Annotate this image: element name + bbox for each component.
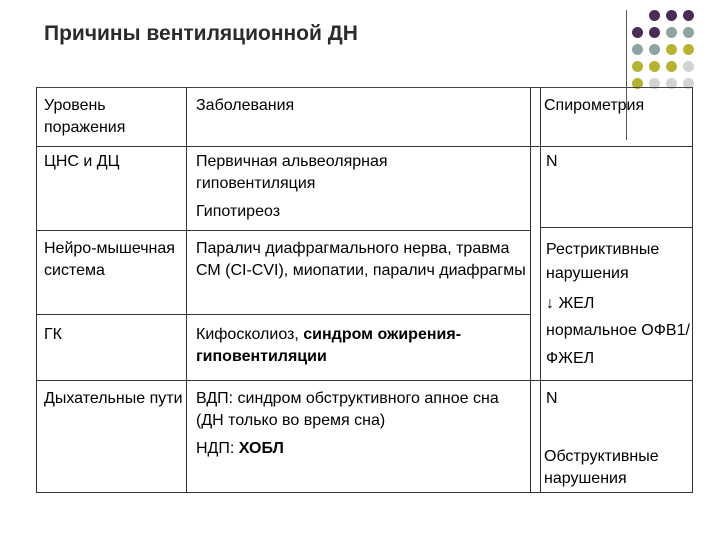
- row4-disease-2-bold: ХОБЛ: [238, 440, 284, 457]
- decorative-dot: [649, 61, 660, 72]
- row1-diseases: [196, 151, 526, 223]
- decorative-dot: [649, 27, 660, 38]
- row4-level: Дыхательные пути: [44, 390, 183, 407]
- row4-disease-2-prefix: НДП:: [196, 440, 239, 457]
- header-spirometry: Спирометрия: [544, 97, 645, 114]
- row4-spirometry: N: [546, 390, 558, 407]
- restrictive-zhel: ↓ ЖЕЛ: [546, 295, 595, 312]
- row2-diseases: Паралич диафрагмального нерва, травма СМ (CI-CVI), миопатии, паралич диафрагмы: [196, 240, 526, 279]
- header-level: Уровень поражения: [44, 97, 126, 136]
- table-right-border: [692, 87, 693, 493]
- row-divider-4: [36, 380, 693, 381]
- row3-level: ГК: [44, 326, 62, 343]
- row3-disease-bold: синдром ожирения-гиповентиляции: [196, 326, 462, 365]
- decorative-dot: [683, 44, 694, 55]
- row-divider-3: [36, 314, 530, 315]
- row1-level: ЦНС и ДЦ: [44, 153, 120, 170]
- decorative-dot: [683, 61, 694, 72]
- header-diseases: Заболевания: [196, 97, 295, 114]
- title-underline: [36, 87, 692, 88]
- row-divider-1: [36, 146, 693, 147]
- restrictive-spirometry: [546, 238, 692, 373]
- table-bottom-border: [36, 492, 693, 493]
- decorative-dot: [649, 44, 660, 55]
- row3-diseases: [196, 324, 530, 368]
- decorative-dot: [683, 27, 694, 38]
- row2-level: Нейро-мышечная система: [44, 240, 175, 279]
- row4-spirometry-extra: Обструктивные нарушения: [544, 448, 659, 487]
- page-title: Причины вентиляционной ДН: [44, 22, 358, 45]
- row-divider-2: [36, 230, 530, 231]
- col-divider-2b: [540, 87, 541, 493]
- table-left-border: [36, 87, 37, 493]
- decorative-dot: [666, 44, 677, 55]
- decorative-dot: [632, 61, 643, 72]
- row1-disease-1: Первичная альвеолярная гиповентиляция: [196, 153, 388, 192]
- decorative-dot: [649, 10, 660, 21]
- row-divider-2b: [540, 227, 693, 228]
- col-divider-1: [186, 87, 187, 493]
- decorative-dot: [666, 10, 677, 21]
- row4-diseases: [196, 388, 506, 460]
- row1-spirometry: N: [546, 153, 558, 170]
- decorative-dot: [666, 61, 677, 72]
- decorative-vertical-line: [626, 10, 627, 140]
- restrictive-ofv: нормальное ОФВ1/ФЖЕЛ: [546, 322, 690, 367]
- row1-disease-2: Гипотиреоз: [196, 203, 281, 220]
- row4-disease-2: [196, 438, 506, 460]
- decorative-dot: [666, 27, 677, 38]
- row4-disease-1: ВДП: синдром обструктивного апное сна (ДН только во время сна): [196, 390, 499, 429]
- row3-disease-prefix: Кифосколиоз,: [196, 326, 304, 343]
- col-divider-2: [530, 87, 531, 493]
- decorative-dot: [683, 10, 694, 21]
- decorative-dot: [632, 27, 643, 38]
- decorative-dot: [632, 44, 643, 55]
- restrictive-label: Рестриктивные нарушения: [546, 241, 660, 282]
